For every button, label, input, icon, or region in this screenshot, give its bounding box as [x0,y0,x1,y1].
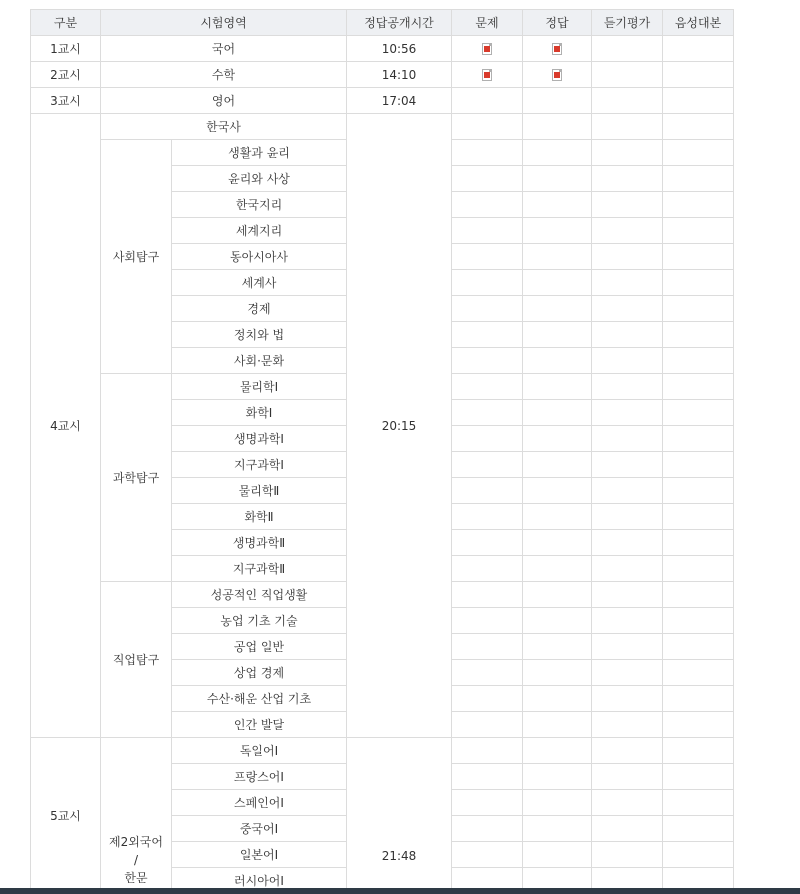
question-cell [452,842,523,868]
listening-cell [592,88,663,114]
listening-cell [592,114,663,140]
subject-cell: 러시아어Ⅰ [172,868,347,894]
question-cell [452,478,523,504]
question-cell [452,530,523,556]
script-cell [663,686,734,712]
table-row [31,36,734,62]
script-cell [663,192,734,218]
answer-cell [523,374,592,400]
listening-cell [592,348,663,374]
question-cell [452,348,523,374]
answer-cell [523,296,592,322]
listening-cell [592,452,663,478]
question-cell [452,218,523,244]
script-cell [663,764,734,790]
listening-cell [592,36,663,62]
question-cell [452,608,523,634]
period-label: 3교시 [31,88,101,114]
answer-cell [523,478,592,504]
listening-cell [592,400,663,426]
answer-cell [523,556,592,582]
answer-cell [523,686,592,712]
script-cell [663,374,734,400]
header-answer: 정답 [523,10,592,36]
listening-cell [592,608,663,634]
question-cell [452,686,523,712]
listening-cell [592,244,663,270]
script-cell [663,452,734,478]
question-cell [452,816,523,842]
release-time: 14:10 [347,62,452,88]
listening-cell [592,712,663,738]
script-cell [663,504,734,530]
pdf-file-icon[interactable] [482,43,492,55]
pdf-file-icon[interactable] [552,43,562,55]
answer-cell [523,452,592,478]
subject-cell: 한국사 [101,114,347,140]
script-cell [663,634,734,660]
answer-cell [523,88,592,114]
group-label-line2: / [133,853,139,867]
subject-cell: 프랑스어Ⅰ [172,764,347,790]
question-cell [452,166,523,192]
listening-cell [592,556,663,582]
subject-cell: 수산·해운 산업 기초 [172,686,347,712]
subject-cell: 농업 기초 기술 [172,608,347,634]
question-cell [452,36,523,62]
listening-cell [592,426,663,452]
answer-cell [523,400,592,426]
answer-cell [523,36,592,62]
subject-cell: 세계지리 [172,218,347,244]
answer-cell [523,764,592,790]
subject-cell: 수학 [101,62,347,88]
script-cell [663,348,734,374]
question-cell [452,400,523,426]
question-cell [452,634,523,660]
question-cell [452,270,523,296]
subject-cell: 세계사 [172,270,347,296]
answer-cell [523,192,592,218]
answer-cell [523,114,592,140]
period-label: 1교시 [31,36,101,62]
header-release-time: 정답공개시간 [347,10,452,36]
listening-cell [592,582,663,608]
listening-cell [592,790,663,816]
script-cell [663,556,734,582]
header-exam-area: 시험영역 [101,10,347,36]
answer-cell [523,348,592,374]
question-cell [452,244,523,270]
subject-cell: 물리학Ⅱ [172,478,347,504]
script-cell [663,62,734,88]
header-listening: 듣기평가 [592,10,663,36]
subject-cell: 상업 경제 [172,660,347,686]
answer-cell [523,426,592,452]
subject-cell: 공업 일반 [172,634,347,660]
subject-cell: 동아시아사 [172,244,347,270]
script-cell [663,842,734,868]
subject-cell: 일본어Ⅰ [172,842,347,868]
script-cell [663,790,734,816]
period-label: 5교시 [31,738,101,894]
answer-cell [523,218,592,244]
listening-cell [592,192,663,218]
subject-cell: 인간 발달 [172,712,347,738]
script-cell [663,816,734,842]
answer-cell [523,816,592,842]
subject-cell: 중국어Ⅰ [172,816,347,842]
header-question: 문제 [452,10,523,36]
release-time: 20:15 [347,114,452,738]
question-cell [452,322,523,348]
subject-cell: 화학Ⅱ [172,504,347,530]
question-cell [452,114,523,140]
listening-cell [592,166,663,192]
question-cell [452,582,523,608]
answer-cell [523,738,592,764]
listening-cell [592,322,663,348]
script-cell [663,36,734,62]
subject-cell: 물리학Ⅰ [172,374,347,400]
answer-release-table [30,9,734,894]
table-row [31,114,734,140]
table-row [31,88,734,114]
release-time: 10:56 [347,36,452,62]
subject-cell: 성공적인 직업생활 [172,582,347,608]
answer-cell [523,530,592,556]
answer-cell [523,582,592,608]
header-category: 구분 [31,10,101,36]
script-cell [663,426,734,452]
question-cell [452,426,523,452]
script-cell [663,608,734,634]
script-cell [663,296,734,322]
question-cell [452,88,523,114]
listening-cell [592,686,663,712]
question-cell [452,374,523,400]
subject-cell: 정치와 법 [172,322,347,348]
answer-cell [523,322,592,348]
answer-cell [523,608,592,634]
listening-cell [592,140,663,166]
question-cell [452,764,523,790]
script-cell [663,218,734,244]
answer-cell [523,62,592,88]
group-label: 직업탐구 [101,582,172,738]
subject-cell: 영어 [101,88,347,114]
listening-cell [592,530,663,556]
listening-cell [592,842,663,868]
question-cell [452,452,523,478]
script-cell [663,660,734,686]
subject-cell: 한국지리 [172,192,347,218]
subject-cell: 윤리와 사상 [172,166,347,192]
script-cell [663,244,734,270]
listening-cell [592,816,663,842]
question-cell [452,62,523,88]
group-label [101,738,172,894]
script-cell [663,478,734,504]
script-cell [663,738,734,764]
script-cell [663,140,734,166]
question-cell [452,192,523,218]
subject-cell: 화학Ⅰ [172,400,347,426]
script-cell [663,166,734,192]
listening-cell [592,764,663,790]
table-row [31,62,734,88]
listening-cell [592,270,663,296]
question-cell [452,660,523,686]
answer-cell [523,166,592,192]
answer-cell [523,244,592,270]
table-header-row [31,10,734,36]
subject-cell: 스페인어Ⅰ [172,790,347,816]
period-label: 2교시 [31,62,101,88]
subject-cell: 경제 [172,296,347,322]
period-label: 4교시 [31,114,101,738]
release-time: 17:04 [347,88,452,114]
listening-cell [592,296,663,322]
question-cell [452,556,523,582]
table-row [31,738,734,764]
header-script: 음성대본 [663,10,734,36]
answer-cell [523,634,592,660]
answer-cell [523,660,592,686]
listening-cell [592,660,663,686]
script-cell [663,530,734,556]
script-cell [663,114,734,140]
release-time: 21:48 [347,738,452,894]
pdf-file-icon[interactable] [552,69,562,81]
listening-cell [592,504,663,530]
subject-cell: 국어 [101,36,347,62]
question-cell [452,790,523,816]
question-cell [452,712,523,738]
script-cell [663,582,734,608]
group-label: 사회탐구 [101,140,172,374]
script-cell [663,712,734,738]
listening-cell [592,374,663,400]
bottom-bar [0,888,800,894]
answer-cell [523,712,592,738]
answer-cell [523,140,592,166]
group-label: 과학탐구 [101,374,172,582]
listening-cell [592,738,663,764]
answer-cell [523,842,592,868]
pdf-file-icon[interactable] [482,69,492,81]
answer-cell [523,504,592,530]
script-cell [663,270,734,296]
listening-cell [592,62,663,88]
question-cell [452,140,523,166]
subject-cell: 사회·문화 [172,348,347,374]
question-cell [452,504,523,530]
listening-cell [592,218,663,244]
listening-cell [592,634,663,660]
question-cell [452,296,523,322]
subject-cell: 생명과학Ⅰ [172,426,347,452]
script-cell [663,400,734,426]
subject-cell: 생명과학Ⅱ [172,530,347,556]
group-label-line3: 한문 [124,871,148,885]
question-cell [452,738,523,764]
subject-cell: 생활과 윤리 [172,140,347,166]
script-cell [663,88,734,114]
subject-cell: 지구과학Ⅰ [172,452,347,478]
answer-cell [523,790,592,816]
subject-cell: 지구과학Ⅱ [172,556,347,582]
group-label-line1: 제2외국어 [108,835,163,849]
listening-cell [592,478,663,504]
subject-cell: 독일어Ⅰ [172,738,347,764]
script-cell [663,322,734,348]
answer-cell [523,270,592,296]
